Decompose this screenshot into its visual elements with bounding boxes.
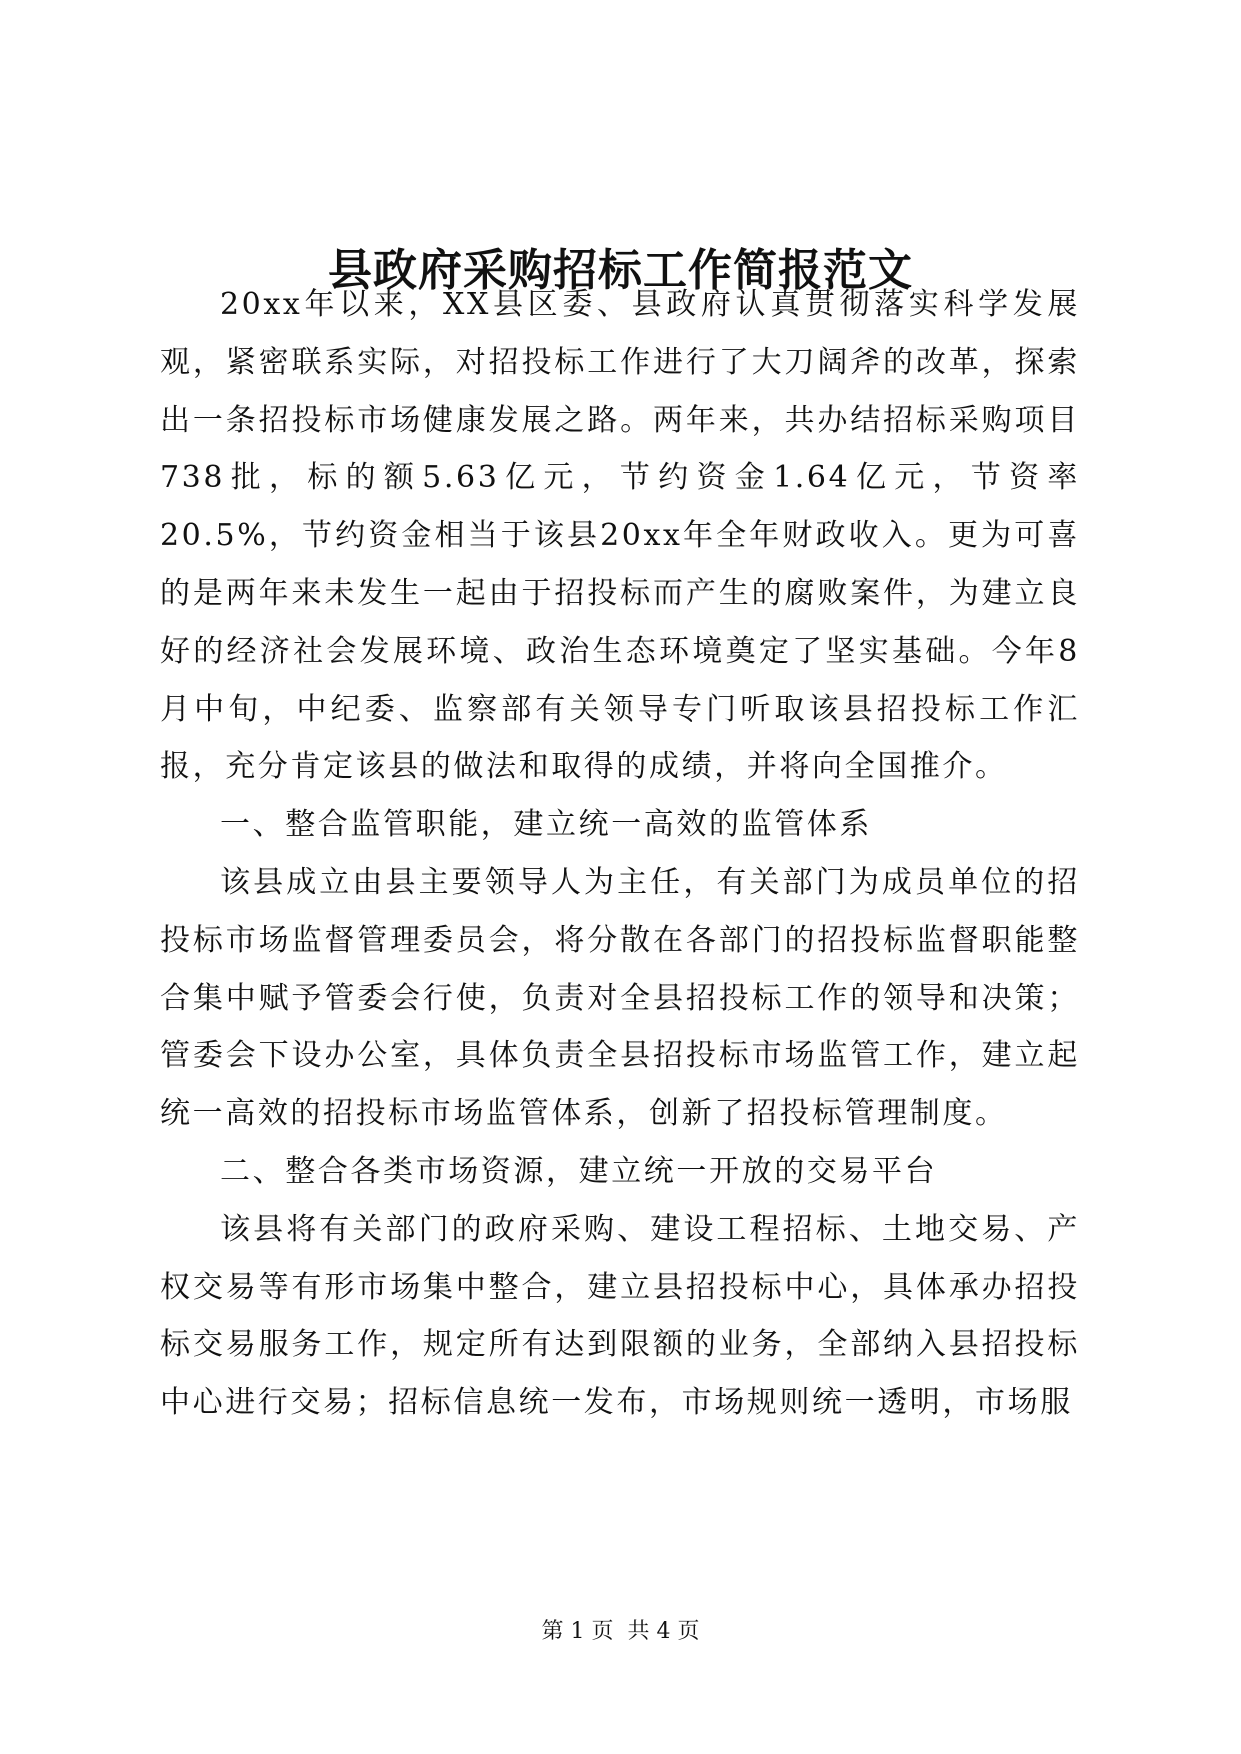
section-1-paragraph: 该县成立由县主要领导人为主任，有关部门为成员单位的招投标市场监督管理委员会，将分散在各部门的招投标监督职能整合集中赋予管委会行使，负责对全县招投标工作的领导和决策；管委会下设办公室，具体负责全县招投标市场监管工作，建立起统一高效的招投标市场监管体系，创新了招投标管理制度。 [160, 864, 1080, 1132]
section-2-paragraph: 该县将有关部门的政府采购、建设工程招标、土地交易、产权交易等有形市场集中整合，建立县招投标中心，具体承办招投标交易服务工作，规定所有达到限额的业务，全部纳入县招投标中心进行交易；招标信息统一发布，市场规则统一透明，市场服 [160, 1211, 1080, 1421]
intro-paragraph: 20xx年以来，XX县区委、县政府认真贯彻落实科学发展观，紧密联系实际，对招投标工作进行了大刀阔斧的改革，探索出一条招投标市场健康发展之路。两年来，共办结招标采购项目738批，标的额5.63亿元，节约资金1.64亿元，节资率20.5%，节约资金相当于该县20xx年全年财政收入。更为可喜的是两年来未发生一起由于招投标而产生的腐败案件，为建立良好的经济社会发展环境、政治生态环境奠定了坚实基础。今年8月中旬，中纪委、监察部有关领导专门听取该县招投标工作汇报，充分肯定该县的做法和取得的成绩，并将向全国推介。 [160, 287, 1080, 785]
document-body [160, 276, 1080, 1432]
page-footer [0, 1617, 1241, 1647]
document-title: 县政府采购招标工作简报范文 [328, 245, 913, 297]
section-heading-2: 二、整合各类市场资源，建立统一开放的交易平台 [220, 1153, 938, 1189]
page-number-label: 第 1 页 共 4 页 [541, 1619, 700, 1644]
section-heading-1: 一、整合监管职能，建立统一高效的监管体系 [220, 807, 872, 843]
